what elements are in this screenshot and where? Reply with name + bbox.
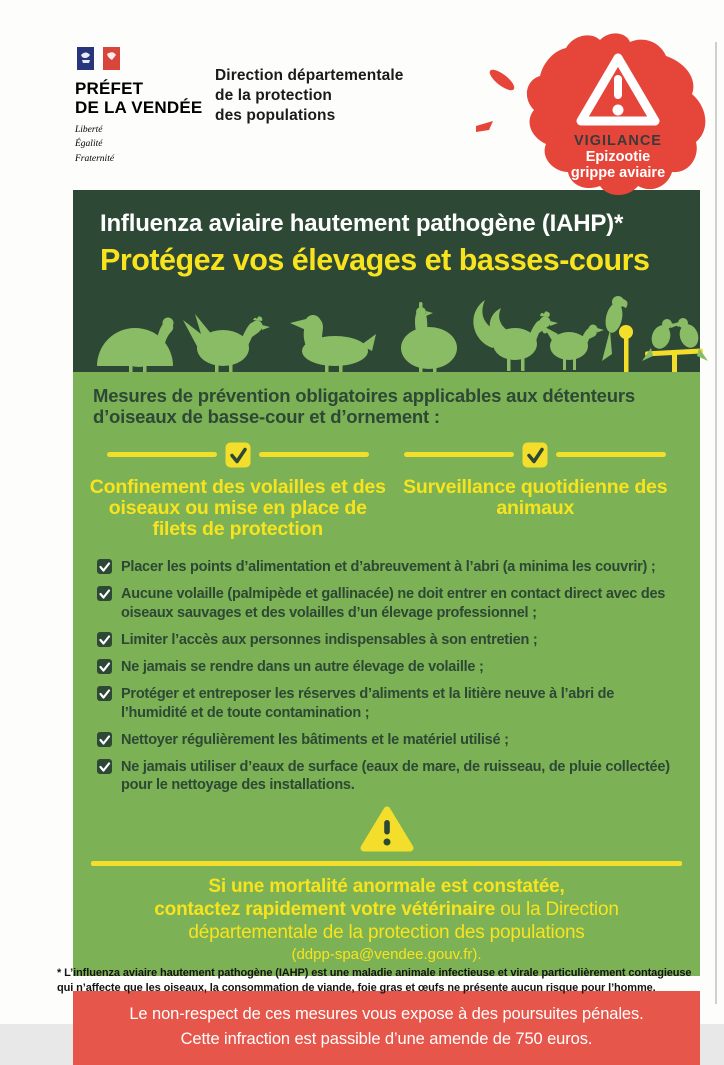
- vigilance-line2: grippe aviaire: [570, 165, 666, 181]
- contact-block: [89, 875, 684, 964]
- direction-departementale-label: Direction départementale de la protection des populations: [215, 67, 404, 124]
- column-confinement: [89, 442, 387, 540]
- prevention-checklist: [89, 558, 684, 795]
- songbirds-on-perch-icon: [642, 318, 708, 372]
- measures-columns: [89, 442, 684, 540]
- checklist-item: Limiter l’accès aux personnes indispensables à son entretien ;: [97, 631, 680, 649]
- check-icon: [97, 586, 112, 601]
- yellow-checkbox-icon: [225, 442, 251, 468]
- column-divider: [107, 442, 369, 468]
- column-confinement-label: Confinement des volailles et des oiseaux ou mise en place de filets de protection: [89, 475, 386, 540]
- yeu-island: [476, 121, 493, 132]
- checklist-item: Nettoyer régulièrement les bâtiments et le matériel utilisé ;: [97, 731, 680, 749]
- mortality-line2: contactez rapidement votre vétérinaire ou la Direction: [154, 898, 619, 920]
- check-icon: [97, 732, 112, 747]
- check-icon: [97, 686, 112, 701]
- hero-section: [73, 190, 700, 372]
- hen-icon: [183, 314, 270, 372]
- guinea-fowl-icon: [401, 302, 457, 372]
- rooster-and-hen-icon: [473, 300, 604, 371]
- checklist-item: Protéger et entreposer les réserves d’aliments et la litière neuve à l’abri de l’humidité et de toute contamination ;: [97, 685, 680, 722]
- check-icon: [97, 659, 112, 674]
- check-icon: [97, 632, 112, 647]
- check-icon: [97, 759, 112, 774]
- scan-edge-artifact: [715, 42, 717, 1004]
- divider-rule: [91, 861, 682, 866]
- duck-icon: [290, 315, 376, 372]
- warning-triangle-icon: [359, 804, 415, 854]
- checklist-item: Ne jamais se rendre dans un autre élevage de volaille ;: [97, 658, 680, 676]
- checklist-item: Aucune volaille (palmipède et gallinacée) ne doit entrer en contact direct avec des oiseaux sauvages et des volailles d’un élevage professionnel ;: [97, 585, 680, 622]
- vendee-map-vigilance: [470, 26, 720, 204]
- prefecture-logo: [75, 46, 215, 166]
- column-surveillance: [387, 442, 685, 540]
- checklist-item: Placer les points d’alimentation et d’abreuvement à l’abri (a minima les couvrir) ;: [97, 558, 680, 576]
- poster-subtitle: Protégez vos élevages et basses-cours: [100, 243, 650, 277]
- vigilance-line1: Epizootie: [585, 149, 651, 165]
- bird-silhouettes: [73, 290, 700, 372]
- prefecture-name: PRÉFET DE LA VENDÉE: [75, 79, 203, 118]
- mortality-line1: Si une mortalité anormale est constatée,: [208, 875, 565, 897]
- vigilance-label: VIGILANCE: [574, 133, 662, 149]
- mortality-line3: départementale de la protection des populations: [188, 922, 585, 944]
- poster-title: Influenza aviaire hautement pathogène (IAHP)*: [100, 210, 624, 237]
- footnote: * L’influenza aviaire hautement pathogène (IAHP) est une maladie animale infectieuse et virale particulièrement contagieuse qui n’affecte que les oiseaux, la consommation de viande, foie gras et œufs ne présente aucun risque pour l’homme.: [57, 967, 692, 995]
- noirmoutier-island: [487, 66, 517, 93]
- column-divider: [404, 442, 666, 468]
- penalty-line1: Le non-respect de ces mesures vous expose à des poursuites pénales.: [129, 1005, 644, 1024]
- parrot-on-perch-icon: [602, 296, 633, 372]
- measures-heading: Mesures de prévention obligatoires applicables aux détenteurs d’oiseaux de basse-cour et d’ornement :: [93, 385, 635, 428]
- checklist-item: Ne jamais utiliser d’eaux de surface (eaux de mare, de ruisseau, de pluie collectée) pour le nettoyage des installations.: [97, 758, 680, 795]
- penalty-banner: [73, 991, 700, 1065]
- turkey-icon: [97, 318, 174, 373]
- yellow-checkbox-icon: [522, 442, 548, 468]
- poster-panel: [73, 190, 700, 1065]
- measures-section: [73, 372, 700, 976]
- contact-email: (ddpp-spa@vendee.gouv.fr).: [291, 946, 482, 964]
- penalty-line2: Cette infraction est passible d’une amende de 750 euros.: [180, 1029, 593, 1048]
- check-icon: [97, 559, 112, 574]
- republic-motto: Liberté Égalité Fraternité: [75, 125, 115, 164]
- french-flag-icon: [76, 46, 122, 73]
- column-surveillance-label: Surveillance quotidienne des animaux: [403, 475, 668, 519]
